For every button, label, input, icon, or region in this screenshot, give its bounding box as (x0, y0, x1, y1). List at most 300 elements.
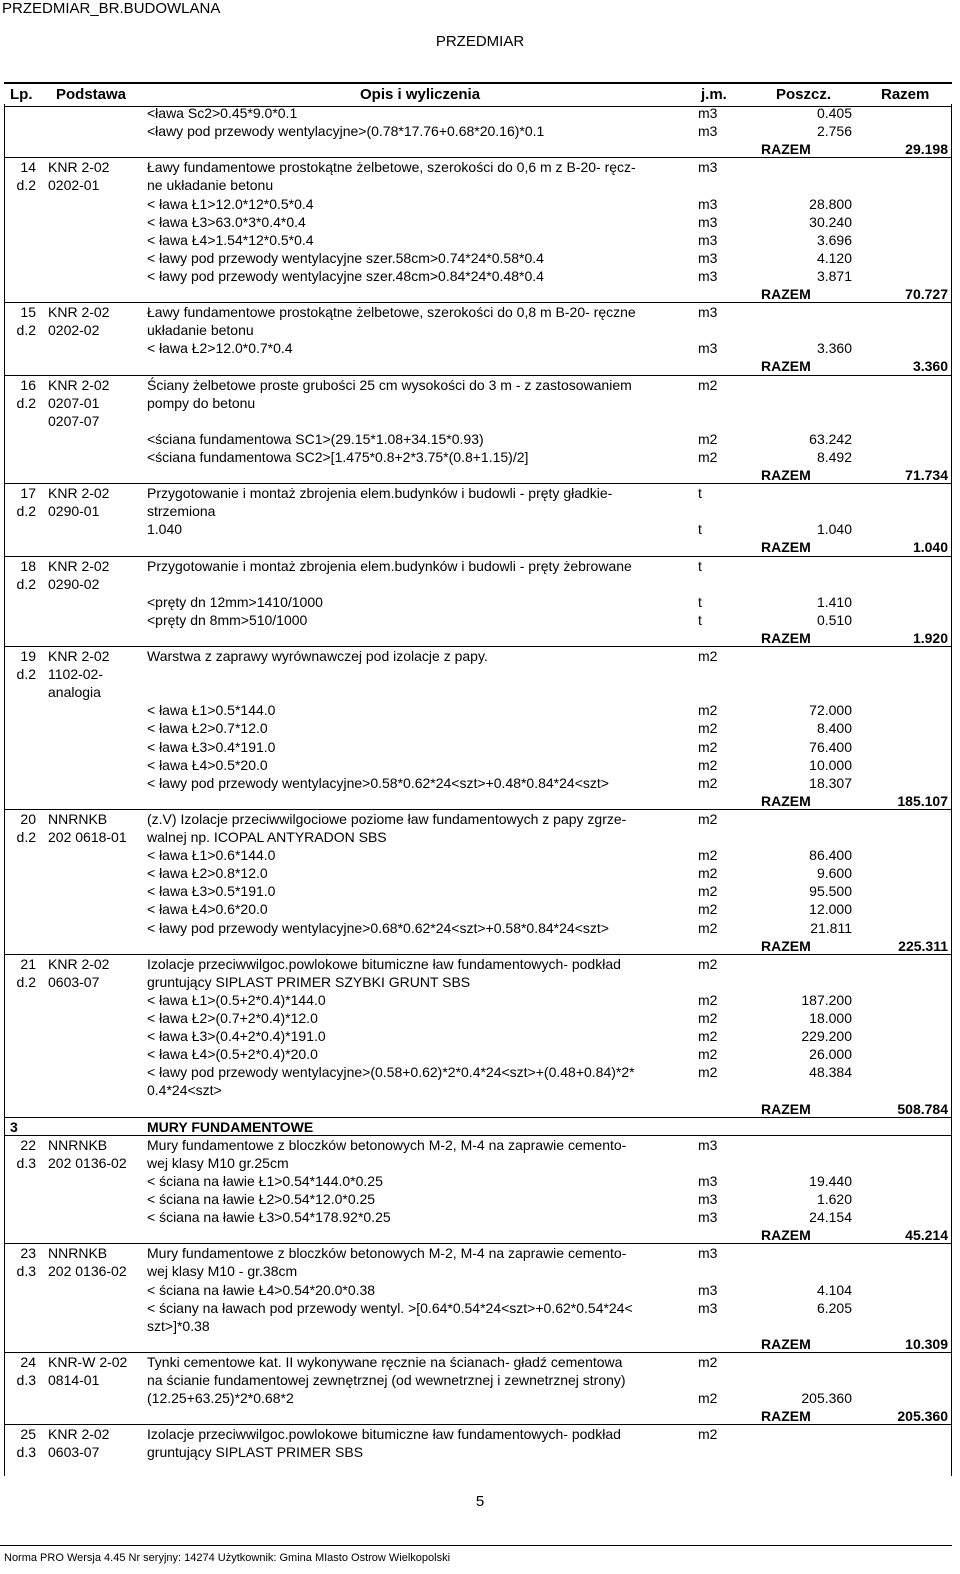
description: < ława Ł2>0.8*12.0 (147, 865, 268, 882)
description: < ściana na ławie Ł4>0.54*20.0*0.38 (147, 1281, 376, 1298)
basis-code: NNRNKB (48, 1136, 108, 1153)
unit: m2 (698, 1064, 718, 1081)
description: < ława Ł4>0.5*20.0 (147, 756, 268, 773)
table-row (4, 1045, 952, 1063)
column-header-total: Razem (881, 86, 930, 103)
unit: m3 (698, 105, 718, 121)
description: strzemiona (147, 503, 216, 520)
row-separator (4, 1243, 952, 1244)
description: na ścianie fundamentowej zewnętrznej (od wewnetrznej i zewnetrznej strony) (147, 1372, 626, 1388)
unit: m3 (698, 231, 718, 248)
table-row (4, 665, 952, 683)
row-separator (4, 1352, 952, 1353)
unit: m3 (698, 1209, 718, 1226)
table-row (4, 955, 952, 973)
unit: m3 (698, 304, 718, 321)
item-number: d.3 (16, 1154, 36, 1171)
description: 0.4*24<szt> (147, 1082, 222, 1099)
description: wej klasy M10 gr.25cm (147, 1154, 289, 1171)
basis-code: 0207-01 (48, 394, 100, 411)
basis-code: 0603-07 (48, 973, 100, 990)
table-row (4, 683, 952, 701)
estimate-table (4, 104, 952, 1476)
unit: m2 (698, 648, 718, 664)
table-row (4, 267, 952, 285)
quantity: 2.756 (816, 123, 852, 140)
description: walnej np. ICOPAL ANTYRADON SBS (147, 829, 387, 845)
description: Ściany żelbetowe proste grubości 25 cm wysokości do 3 m - z zastosowaniem (147, 376, 632, 393)
subtotal-row (4, 357, 952, 375)
unit: m3 (698, 1172, 718, 1189)
row-total: 45.214 (905, 1227, 948, 1244)
table-row (4, 919, 952, 937)
basis-code: 202 0136-02 (48, 1263, 127, 1280)
unit: m2 (698, 810, 718, 827)
description: Ławy fundamentowe prostokątne żelbetowe, szerokości do 0,6 m z B-20- ręcz- (147, 159, 636, 176)
description: <ściana fundamentowa SC2>[1.475*0.8+2*3.75*(0.8+1.15)/2] (147, 448, 529, 465)
quantity: 229.200 (801, 1028, 852, 1045)
row-separator (4, 556, 952, 557)
quantity: 21.811 (810, 919, 852, 936)
table-row (4, 1244, 952, 1262)
column-header-unit: j.m. (701, 86, 727, 103)
row-separator (4, 646, 952, 647)
row-separator (4, 375, 952, 376)
description: < ława Ł3>(0.4+2*0.4)*191.0 (147, 1028, 326, 1045)
quantity: 3.360 (816, 340, 852, 357)
unit: m2 (698, 883, 718, 900)
quantity: 26.000 (809, 1046, 852, 1063)
razem-label: RAZEM (761, 792, 811, 809)
quantity: 72.000 (809, 702, 852, 719)
table-row (4, 195, 952, 213)
quantity: 28.800 (809, 195, 852, 212)
razem-label: RAZEM (761, 937, 811, 954)
basis-code: KNR 2-02 (48, 304, 110, 321)
description: < ławy pod przewody wentylacyjne>0.58*0.62*24<szt>+0.48*0.84*24<szt> (147, 774, 609, 791)
description: < ławy pod przewody wentylacyjne szer.58cm>0.74*24*0.58*0.4 (147, 249, 544, 266)
description: MURY FUNDAMENTOWE (147, 1118, 314, 1135)
table-row (4, 1389, 952, 1407)
item-number: 25 (20, 1426, 36, 1443)
quantity: 10.000 (809, 756, 852, 773)
row-separator (4, 809, 952, 810)
unit: m2 (698, 1426, 718, 1443)
row-separator (4, 157, 952, 158)
basis-code: analogia (48, 684, 101, 701)
table-row (4, 520, 952, 538)
row-total: 508.784 (897, 1100, 948, 1117)
table-row (4, 900, 952, 918)
basis-code: KNR-W 2-02 (48, 1353, 128, 1370)
description: gruntujący SIPLAST PRIMER SBS (147, 1444, 364, 1461)
quantity: 1.040 (816, 521, 852, 538)
table-row (4, 1262, 952, 1280)
table-row (4, 430, 952, 448)
table-row (4, 158, 952, 176)
description: < ława Ł1>0.6*144.0 (147, 847, 276, 864)
quantity: 1.410 (816, 593, 852, 610)
unit: m2 (698, 1353, 718, 1370)
row-total: 205.360 (897, 1408, 948, 1425)
table-row (4, 719, 952, 737)
basis-code: KNR 2-02 (48, 955, 110, 972)
table-row (4, 611, 952, 629)
description: < ława Ł4>(0.5+2*0.4)*20.0 (147, 1046, 318, 1063)
table-row (4, 1281, 952, 1299)
row-total: 225.311 (898, 937, 948, 954)
unit: m2 (698, 955, 718, 972)
table-row (4, 176, 952, 194)
table-row (4, 213, 952, 231)
subtotal-row (4, 1226, 952, 1244)
unit: m3 (698, 267, 718, 284)
row-total: 3.360 (912, 358, 948, 375)
table-row (4, 303, 952, 321)
item-number: d.2 (16, 575, 36, 592)
description: pompy do betonu (147, 394, 256, 411)
quantity: 48.384 (809, 1064, 852, 1081)
unit: m2 (698, 430, 718, 447)
quantity: 8.400 (816, 720, 852, 737)
table-row (4, 104, 952, 122)
description: < ławy pod przewody wentylacyjne>0.68*0.62*24<szt>+0.58*0.84*24<szt> (147, 919, 609, 936)
description: Tynki cementowe kat. II wykonywane ręcznie na ścianach- gładź cementowa (147, 1353, 623, 1370)
section-row (4, 1118, 952, 1136)
table-row (4, 1317, 952, 1335)
description: Przygotowanie i montaż zbrojenia elem.budynków i budowli - pręty gładkie- (147, 485, 613, 502)
basis-code: 0290-02 (48, 575, 100, 592)
subtotal-row (4, 538, 952, 556)
basis-code: 0202-02 (48, 322, 100, 339)
quantity: 4.104 (816, 1281, 852, 1298)
quantity: 3.871 (816, 267, 852, 284)
row-total: 1.040 (912, 539, 948, 556)
table-row (4, 846, 952, 864)
description: < ściana na ławie Ł2>0.54*12.0*0.25 (147, 1191, 376, 1207)
description: < ława Ł1>(0.5+2*0.4)*144.0 (147, 991, 326, 1008)
basis-code: KNR 2-02 (48, 159, 110, 176)
description: Mury fundamentowe z bloczków betonowych M-2, M-4 na zaprawie cemento- (147, 1245, 627, 1262)
table-row (4, 1208, 952, 1226)
subtotal-row (4, 937, 952, 955)
table-row (4, 448, 952, 466)
table-row (4, 484, 952, 502)
quantity: 18.307 (809, 774, 852, 791)
quantity: 8.492 (816, 448, 852, 465)
table-row (4, 1443, 952, 1461)
section-separator (4, 1117, 952, 1118)
description: < ława Ł2>12.0*0.7*0.4 (147, 340, 293, 357)
description: <ława Sc2>0.45*9.0*0.1 (147, 105, 298, 121)
description: < ława Ł3>63.0*3*0.4*0.4 (147, 213, 306, 230)
table-row (4, 122, 952, 140)
quantity: 24.154 (809, 1209, 852, 1226)
table-row (4, 339, 952, 357)
row-separator (4, 302, 952, 303)
basis-code: 0290-01 (48, 503, 100, 520)
item-number: d.2 (16, 394, 36, 411)
subtotal-row (4, 1407, 952, 1425)
row-total: 29.198 (905, 141, 948, 158)
table-row (4, 249, 952, 267)
unit: m3 (698, 1281, 718, 1298)
footer (0, 1545, 952, 1564)
table-row (4, 701, 952, 719)
item-number: d.2 (16, 829, 36, 845)
item-number: d.3 (16, 1372, 36, 1388)
razem-label: RAZEM (761, 1100, 811, 1117)
item-number: 19 (20, 648, 36, 664)
basis-code: 1102-02- (48, 666, 104, 683)
description: < ława Ł4>0.6*20.0 (147, 901, 268, 918)
quantity: 30.240 (809, 213, 852, 230)
unit: m2 (698, 738, 718, 755)
column-header-description: Opis i wyliczenia (360, 86, 481, 103)
description: 1.040 (147, 521, 183, 538)
footer-text: Norma PRO Wersja 4.45 Nr seryjny: 14274 Użytkownik: Gmina MIasto Ostrow Wielkopolski (4, 1552, 451, 1564)
row-total: 1.920 (912, 629, 948, 646)
description: < ściana na ławie Ł3>0.54*178.92*0.25 (147, 1209, 391, 1226)
quantity: 6.205 (816, 1299, 852, 1316)
quantity: 19.440 (809, 1172, 852, 1189)
basis-code: KNR 2-02 (48, 648, 110, 664)
description: < ława Ł3>0.4*191.0 (147, 738, 276, 755)
item-number: 20 (20, 810, 36, 827)
basis-code: 0814-01 (48, 1372, 100, 1388)
description: < ściana na ławie Ł1>0.54*144.0*0.25 (147, 1172, 383, 1189)
table-row (4, 394, 952, 412)
item-number: d.3 (16, 1444, 36, 1461)
basis-code: KNR 2-02 (48, 557, 110, 574)
item-number: 21 (20, 955, 36, 972)
unit: t (698, 557, 702, 574)
table-row (4, 1063, 952, 1081)
razem-label: RAZEM (761, 286, 811, 302)
description: Izolacje przeciwwilgoc.powlokowe bitumiczne ław fundamentowych- podkład (147, 1426, 621, 1443)
subtotal-row (4, 792, 952, 810)
table-row (4, 575, 952, 593)
table-row (4, 1009, 952, 1027)
table-row (4, 756, 952, 774)
basis-code: NNRNKB (48, 1245, 108, 1262)
item-number: 22 (20, 1136, 36, 1153)
description: wej klasy M10 - gr.38cm (147, 1263, 298, 1280)
description: szt>]*0.38 (147, 1317, 210, 1334)
item-number: d.2 (16, 322, 36, 339)
razem-label: RAZEM (761, 358, 811, 375)
description: układanie betonu (147, 322, 254, 339)
row-total: 71.734 (905, 467, 948, 483)
column-header-quantity: Poszcz. (776, 86, 832, 103)
item-number: d.2 (16, 666, 36, 683)
item-number: d.2 (16, 503, 36, 520)
table-row (4, 991, 952, 1009)
quantity: 18.000 (809, 1010, 852, 1026)
unit: m3 (698, 1191, 718, 1207)
item-number: 23 (20, 1245, 36, 1262)
table-row (4, 864, 952, 882)
quantity: 3.696 (816, 231, 852, 248)
description: Mury fundamentowe z bloczków betonowych M-2, M-4 na zaprawie cemento- (147, 1136, 627, 1153)
row-separator (4, 954, 952, 955)
description: < ściany na ławach pod przewody wentyl. >[0.64*0.54*24<szt>+0.62*0.54*24< (147, 1299, 633, 1316)
razem-label: RAZEM (761, 1227, 811, 1244)
item-number: 14 (20, 159, 36, 176)
row-total: 70.727 (905, 286, 948, 302)
column-header-lp: Lp. (10, 86, 33, 103)
document-header-name: PRZEDMIAR_BR.BUDOWLANA (2, 0, 221, 17)
unit: m3 (698, 340, 718, 357)
basis-code: 0202-01 (48, 177, 100, 194)
row-separator (4, 1424, 952, 1425)
table-row (4, 1371, 952, 1389)
description: Warstwa z zaprawy wyrównawczej pod izolacje z papy. (147, 648, 488, 664)
description: gruntujący SIPLAST PRIMER SZYBKI GRUNT SBS (147, 973, 471, 990)
quantity: 187.200 (801, 991, 852, 1008)
item-number: d.3 (16, 1263, 36, 1280)
razem-label: RAZEM (761, 1408, 811, 1425)
quantity: 12.000 (809, 901, 852, 918)
item-number: 17 (20, 485, 36, 502)
description: <ławy pod przewody wentylacyjne>(0.78*17.76+0.68*20.16)*0.1 (147, 123, 545, 140)
table-row (4, 557, 952, 575)
table-row (4, 1299, 952, 1317)
description: <ściana fundamentowa SC1>(29.15*1.08+34.15*0.93) (147, 430, 484, 447)
unit: m3 (698, 159, 718, 176)
table-row (4, 1172, 952, 1190)
subtotal-row (4, 285, 952, 303)
unit: m2 (698, 1046, 718, 1063)
unit: m2 (698, 865, 718, 882)
unit: m2 (698, 774, 718, 791)
basis-code: KNR 2-02 (48, 376, 110, 393)
table-row (4, 973, 952, 991)
unit: t (698, 593, 702, 610)
unit: m2 (698, 901, 718, 918)
item-number: 24 (20, 1353, 36, 1370)
unit: m2 (698, 376, 718, 393)
unit: m2 (698, 919, 718, 936)
table-row (4, 1353, 952, 1371)
item-number: 15 (20, 304, 36, 321)
razem-label: RAZEM (761, 629, 811, 646)
description: < ława Ł1>12.0*12*0.5*0.4 (147, 195, 314, 212)
unit: t (698, 521, 702, 538)
description: < ława Ł2>0.7*12.0 (147, 720, 268, 737)
row-separator (4, 483, 952, 484)
subtotal-row (4, 1100, 952, 1118)
quantity: 4.120 (816, 249, 852, 266)
description: Ławy fundamentowe prostokątne żelbetowe, szerokości do 0,8 m B-20- ręczne (147, 304, 636, 321)
basis-code: NNRNKB (48, 810, 108, 827)
item-number: d.2 (16, 177, 36, 194)
unit: m2 (698, 1028, 718, 1045)
table-row (4, 231, 952, 249)
table-row (4, 828, 952, 846)
description: < ława Ł3>0.5*191.0 (147, 883, 276, 900)
table-row (4, 1190, 952, 1208)
column-header-base: Podstawa (56, 86, 127, 103)
basis-code: 202 0618-01 (48, 829, 127, 845)
basis-code: KNR 2-02 (48, 1426, 110, 1443)
row-separator (4, 1135, 952, 1136)
description: (12.25+63.25)*2*0.68*2 (147, 1390, 294, 1407)
description: Izolacje przeciwwilgoc.powlokowe bitumiczne ław fundamentowych- podkład (147, 955, 621, 972)
row-total: 10.309 (905, 1335, 948, 1352)
description: < ława Ł4>1.54*12*0.5*0.4 (147, 231, 314, 248)
table-row (4, 321, 952, 339)
basis-code: KNR 2-02 (48, 485, 110, 502)
quantity: 1.620 (816, 1191, 852, 1207)
basis-code: 0207-07 (48, 412, 100, 429)
description: ne układanie betonu (147, 177, 274, 194)
page-number: 5 (475, 1493, 485, 1510)
page-title: PRZEDMIAR (435, 33, 525, 50)
quantity: 63.242 (809, 430, 852, 447)
quantity: 0.510 (816, 611, 852, 628)
table-row (4, 502, 952, 520)
unit: t (698, 611, 702, 628)
table-row (4, 882, 952, 900)
unit: m2 (698, 847, 718, 864)
razem-label: RAZEM (761, 467, 811, 483)
subtotal-row (4, 629, 952, 647)
table-row (4, 810, 952, 828)
basis-code: 202 0136-02 (48, 1154, 127, 1171)
subtotal-row (4, 1335, 952, 1353)
table-row (4, 1027, 952, 1045)
unit: m2 (698, 702, 718, 719)
description: < ławy pod przewody wentylacyjne szer.48cm>0.84*24*0.48*0.4 (147, 267, 544, 284)
description: < ławy pod przewody wentylacyjne>(0.58+0.62)*2*0.4*24<szt>+(0.48+0.84)*2* (147, 1064, 635, 1081)
table-row (4, 412, 952, 430)
unit: t (698, 485, 702, 502)
quantity: 9.600 (816, 865, 852, 882)
razem-label: RAZEM (761, 141, 811, 158)
basis-code: 0603-07 (48, 1444, 100, 1461)
quantity: 0.405 (816, 105, 852, 121)
unit: m3 (698, 123, 718, 140)
unit: m2 (698, 1010, 718, 1026)
unit: m3 (698, 1299, 718, 1316)
unit: m2 (698, 448, 718, 465)
table-row (4, 376, 952, 394)
description: (z.V) Izolacje przeciwwilgociowe poziome ław fundamentowych z papy zgrze- (147, 810, 627, 827)
quantity: 95.500 (809, 883, 852, 900)
unit: m2 (698, 991, 718, 1008)
unit: m3 (698, 249, 718, 266)
table-row (4, 1136, 952, 1154)
unit: m3 (698, 1136, 718, 1153)
quantity: 205.360 (801, 1390, 852, 1407)
table-row (4, 1425, 952, 1443)
razem-label: RAZEM (761, 1335, 811, 1352)
subtotal-row (4, 140, 952, 158)
table-row (4, 1081, 952, 1099)
description: Przygotowanie i montaż zbrojenia elem.budynków i budowli - pręty żebrowane (147, 557, 632, 574)
subtotal-row (4, 466, 952, 484)
razem-label: RAZEM (761, 539, 811, 556)
row-total: 185.107 (897, 792, 948, 809)
table-row (4, 647, 952, 665)
unit: m2 (698, 720, 718, 737)
item-number: 16 (20, 376, 36, 393)
description: <pręty dn 12mm>1410/1000 (147, 593, 323, 610)
item-number: 3 (10, 1118, 18, 1135)
description: < ława Ł2>(0.7+2*0.4)*12.0 (147, 1010, 318, 1026)
table-row (4, 1154, 952, 1172)
